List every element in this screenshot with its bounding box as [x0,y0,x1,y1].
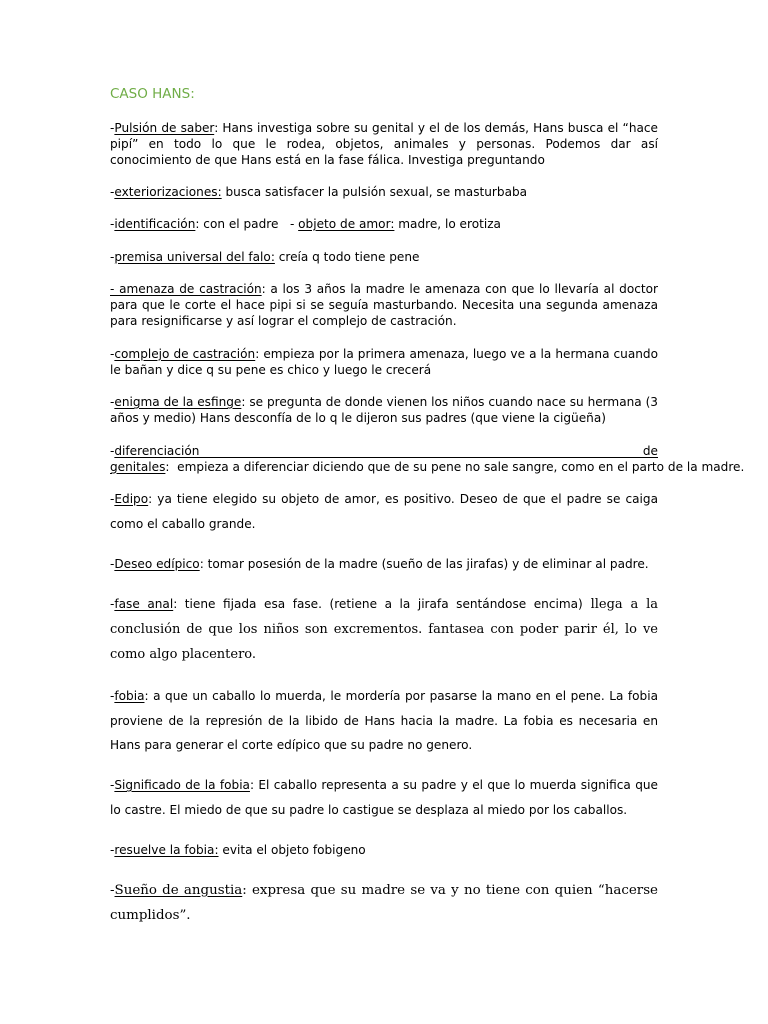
term-diferenciacion-de-genitales: diferenciación de genitales [110,444,658,474]
paragraph-text: evita el objeto fobigeno [218,843,366,857]
paragraph-text: : ya tiene elegido su objeto de amor, es positivo. Deseo de que el padre se caiga como el caballo grande. [110,492,658,531]
paragraph-text: : El caballo representa a su padre y el que lo muerda significa que lo castre. El miedo de que su padre lo castigue se desplaza al miedo por los caballos. [110,778,658,817]
paragraph-sueno-de-angustia [110,878,658,928]
term-identificacion: identificación [114,217,196,231]
paragraph-text: : tiene fijada esa fase. (retiene a la jirafa sentándose encima) [173,597,583,611]
paragraph-text: : a que un caballo lo muerda, le mordería por pasarse la mano en el pene. La fobia proviene de la represión de la libido de Hans hacia la madre. La fobia es necesaria en Hans para generar el corte edípico que su padre no genero. [110,689,658,752]
paragraph-fobia [110,684,658,758]
term-pulsion-de-saber: Pulsión de saber [114,121,215,135]
paragraph-deseo-edipico [110,556,658,572]
paragraph-pulsion-de-saber [110,120,658,168]
dash: - [110,121,115,135]
paragraph-complejo-de-castracion [110,346,658,378]
term-objeto-de-amor: objeto de amor: [298,217,395,231]
paragraph-fase-anal [110,592,658,667]
paragraph-significado-de-la-fobia [110,773,658,822]
dash: - [110,395,115,409]
dash: - [110,250,115,264]
paragraph-amenaza-de-castracion [110,281,658,329]
dash: - [110,185,115,199]
document-title: CASO HANS: [110,86,195,102]
dash: - [110,689,115,703]
paragraph-edipo [110,487,658,536]
paragraph-text: : empieza por la primera amenaza, luego ve a la hermana cuando le bañan y dice q su pene es chico y luego le crecerá [110,347,659,377]
paragraph-identificacion [110,216,658,232]
dash: - [110,492,115,506]
dash: - [110,883,115,898]
paragraph-enigma-de-la-esfinge [110,394,658,426]
paragraph-premisa-universal [110,249,658,265]
dash: - [110,778,115,792]
paragraph-text: : tomar posesión de la madre (sueño de las jirafas) y de eliminar al padre. [199,557,649,571]
term-enigma-de-la-esfinge: enigma de la esfinge [114,395,242,409]
paragraph-resuelve-la-fobia [110,842,658,858]
paragraph-text: : Hans investiga sobre su genital y el de los demás, Hans busca el “hace pipí” en todo lo que le rodea, objetos, animales y personas. Podemos dar así conocimiento de que Hans está en la fase fálica. Investiga preguntando [110,121,658,167]
dash: - [110,843,115,857]
term-significado-de-la-fobia: Significado de la fobia [114,778,250,792]
term-fase-anal: fase anal [114,597,174,611]
term-premisa-universal: premisa universal del falo: [114,250,275,264]
dash: - [110,444,115,458]
paragraph-exteriorizaciones [110,184,658,200]
paragraph-text-serif: llega a la conclusión de que los niños son excrementos. fantasea con poder parir él, lo ve como algo placentero. [110,597,658,662]
term-edipo: Edipo [114,492,149,506]
dash: - [110,557,115,571]
term-sueno-de-angustia: Sueño de angustia [114,883,243,898]
paragraph-text: busca satisfacer la pulsión sexual, se masturbaba [221,185,528,199]
term-resuelve-la-fobia: resuelve la fobia: [114,843,219,857]
paragraph-text: : se pregunta de donde vienen los niños cuando nace su hermana (3 años y medio) Hans desconfía de lo q le dijeron sus padres (que viene la cigüeña) [110,395,658,425]
paragraph-text: : expresa que su madre se va y no tiene con quien “hacerse cumplidos”. [110,883,658,923]
dash: - [110,597,115,611]
paragraph-diferenciacion-de-genitales [110,443,745,475]
term-amenaza-de-castracion: - amenaza de castración [110,282,262,296]
paragraph-text-2: madre, lo erotiza [394,217,501,231]
paragraph-text: : con el padre - [195,217,299,231]
term-complejo-de-castracion: complejo de castración [114,347,256,361]
paragraph-text: creía q todo tiene pene [274,250,420,264]
paragraph-text: : a los 3 años la madre le amenaza con que lo llevaría al doctor para que le corte el hace pipi si se seguía masturbando. Necesita una segunda amenaza para resignificarse y así lograr el complejo de castración. [110,282,658,328]
dash: - [110,217,115,231]
term-deseo-edipico: Deseo edípico [114,557,200,571]
dash: - [110,347,115,361]
term-exteriorizaciones: exteriorizaciones: [114,185,222,199]
paragraph-text: : empieza a diferenciar diciendo que de su pene no sale sangre, como en el parto de la madre. [165,460,745,474]
term-fobia: fobia [114,689,145,703]
